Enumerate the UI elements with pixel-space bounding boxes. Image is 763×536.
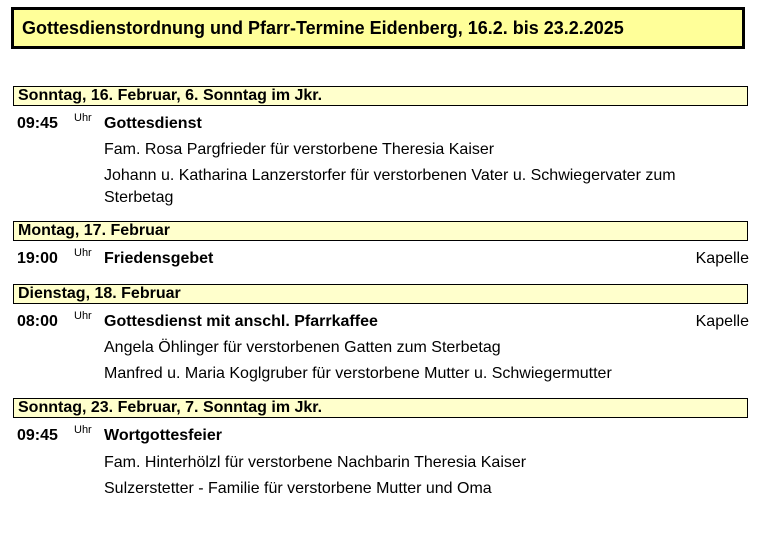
day-header-monday-17: Montag, 17. Februar — [13, 221, 748, 241]
page-title: Gottesdienstordnung und Pfarr-Termine Eidenberg, 16.2. bis 23.2.2025 — [11, 7, 745, 49]
mass-intention: Manfred u. Maria Koglgruber für verstorbene Mutter u. Schwiegermutter — [104, 365, 612, 382]
service-entry — [17, 247, 749, 272]
service-name: Wortgottesfeier — [104, 427, 222, 444]
service-location: Kapelle — [695, 313, 749, 330]
day-header-sunday-23: Sonntag, 23. Februar, 7. Sonntag im Jkr. — [13, 398, 748, 418]
uhr-label: Uhr — [74, 112, 92, 124]
service-time: 08:00 — [17, 313, 58, 330]
day-header-tuesday-18: Dienstag, 18. Februar — [13, 284, 748, 304]
service-name: Gottesdienst mit anschl. Pfarrkaffee — [104, 313, 378, 330]
mass-intention: Fam. Hinterhölzl für verstorbene Nachbarin Theresia Kaiser — [104, 454, 527, 471]
service-time: 09:45 — [17, 115, 58, 132]
service-name: Friedensgebet — [104, 250, 214, 267]
mass-intention: Angela Öhlinger für verstorbenen Gatten zum Sterbetag — [104, 339, 501, 356]
service-entry — [17, 112, 749, 137]
service-name: Gottesdienst — [104, 115, 202, 132]
uhr-label: Uhr — [74, 247, 92, 259]
service-location: Kapelle — [695, 250, 749, 267]
service-entry — [17, 310, 749, 335]
mass-intention: Johann u. Katharina Lanzerstorfer für verstorbenen Vater u. Schwiegervater zum Sterbetag — [104, 167, 676, 206]
day-header-sunday-16: Sonntag, 16. Februar, 6. Sonntag im Jkr. — [13, 86, 748, 106]
service-time: 19:00 — [17, 250, 58, 267]
service-time: 09:45 — [17, 427, 58, 444]
service-entry — [17, 424, 749, 449]
uhr-label: Uhr — [74, 310, 92, 322]
uhr-label: Uhr — [74, 424, 92, 436]
mass-intention: Sulzerstetter - Familie für verstorbene Mutter und Oma — [104, 480, 492, 497]
mass-intention: Fam. Rosa Pargfrieder für verstorbene Theresia Kaiser — [104, 141, 495, 158]
